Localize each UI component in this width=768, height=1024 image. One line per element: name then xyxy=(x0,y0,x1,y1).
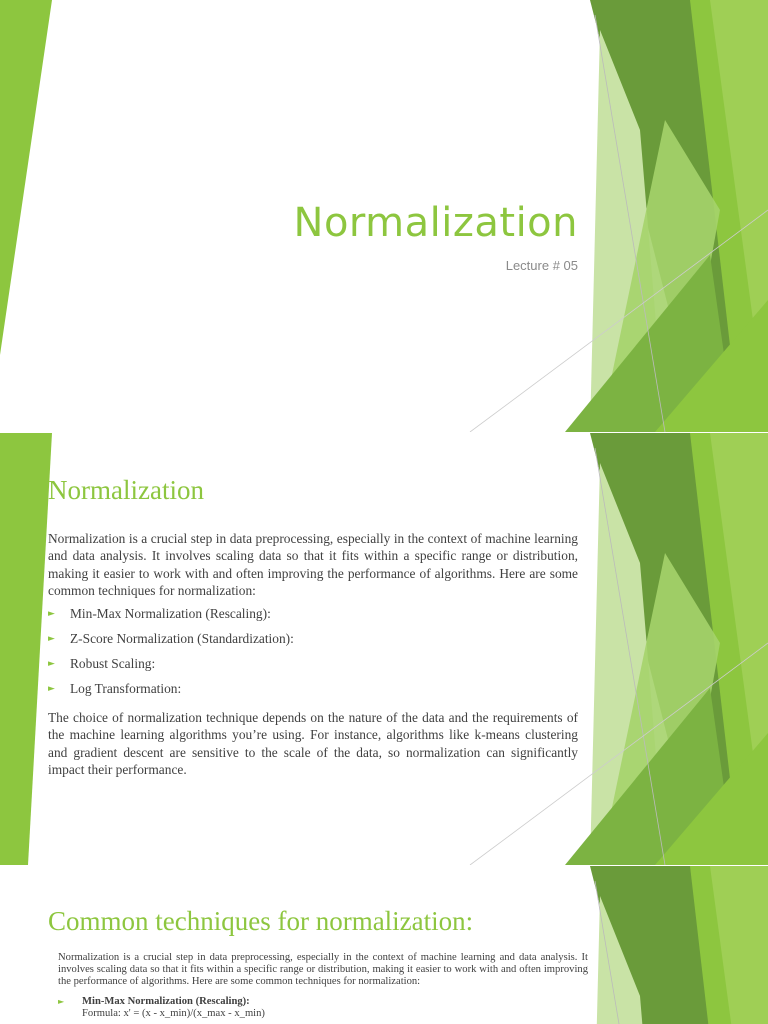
list-item xyxy=(48,630,578,655)
closing-paragraph: The choice of normalization technique depends on the nature of the data and the requirements of the machine learning algorithms you’re using. For instance, algorithms like k-means clustering and gradient descent are sensitive to the scale of the data, so normalization can significantly impact their performance. xyxy=(48,710,578,778)
title-slide xyxy=(0,0,768,432)
intro-paragraph: Normalization is a crucial step in data preprocessing, especially in the context of machine learning and data analysis. It involves scaling data so that it fits within a specific range or distribution, making it easier to work with and often improving the performance of algorithms. Here are some common techniques for normalization: xyxy=(58,952,588,987)
arrow-bullet-icon: ► xyxy=(48,634,55,645)
intro-paragraph: Normalization is a crucial step in data preprocessing, especially in the context of machine learning and data analysis. It involves scaling data so that it fits within a specific range or distribution, making it easier to work with and often improving the performance of algorithms. Here are some common techniques for normalization: xyxy=(48,531,578,598)
list-item xyxy=(48,605,578,630)
content-slide xyxy=(0,866,768,1024)
list-item-label: Min-Max Normalization (Rescaling): xyxy=(82,996,250,1007)
formula-text: Formula: x' = (x - x_min)/(x_max - x_min) xyxy=(82,1008,265,1019)
list-item-label: Min-Max Normalization (Rescaling): xyxy=(70,606,271,622)
slide-body xyxy=(48,530,578,778)
list-item-label: Log Transformation: xyxy=(70,681,182,697)
technique-list xyxy=(48,605,578,705)
slide-title: Normalization xyxy=(293,200,578,246)
arrow-bullet-icon: ► xyxy=(48,609,55,620)
list-item xyxy=(48,655,578,680)
list-item xyxy=(58,996,588,1008)
slide-heading: Normalization xyxy=(48,475,204,505)
arrow-bullet-icon: ► xyxy=(58,997,65,1006)
arrow-bullet-icon: ► xyxy=(48,659,55,670)
list-item xyxy=(48,680,578,705)
arrow-bullet-icon: ► xyxy=(48,684,55,695)
list-item-label: Robust Scaling: xyxy=(70,656,156,672)
content-slide xyxy=(0,433,768,865)
left-green-shape xyxy=(0,0,52,355)
slide-subtitle: Lecture # 05 xyxy=(505,258,578,273)
slide-heading: Common techniques for normalization: xyxy=(48,906,474,936)
list-item-label: Z-Score Normalization (Standardization): xyxy=(70,631,294,647)
left-green-shape xyxy=(0,433,52,865)
slide-body xyxy=(58,952,588,1020)
